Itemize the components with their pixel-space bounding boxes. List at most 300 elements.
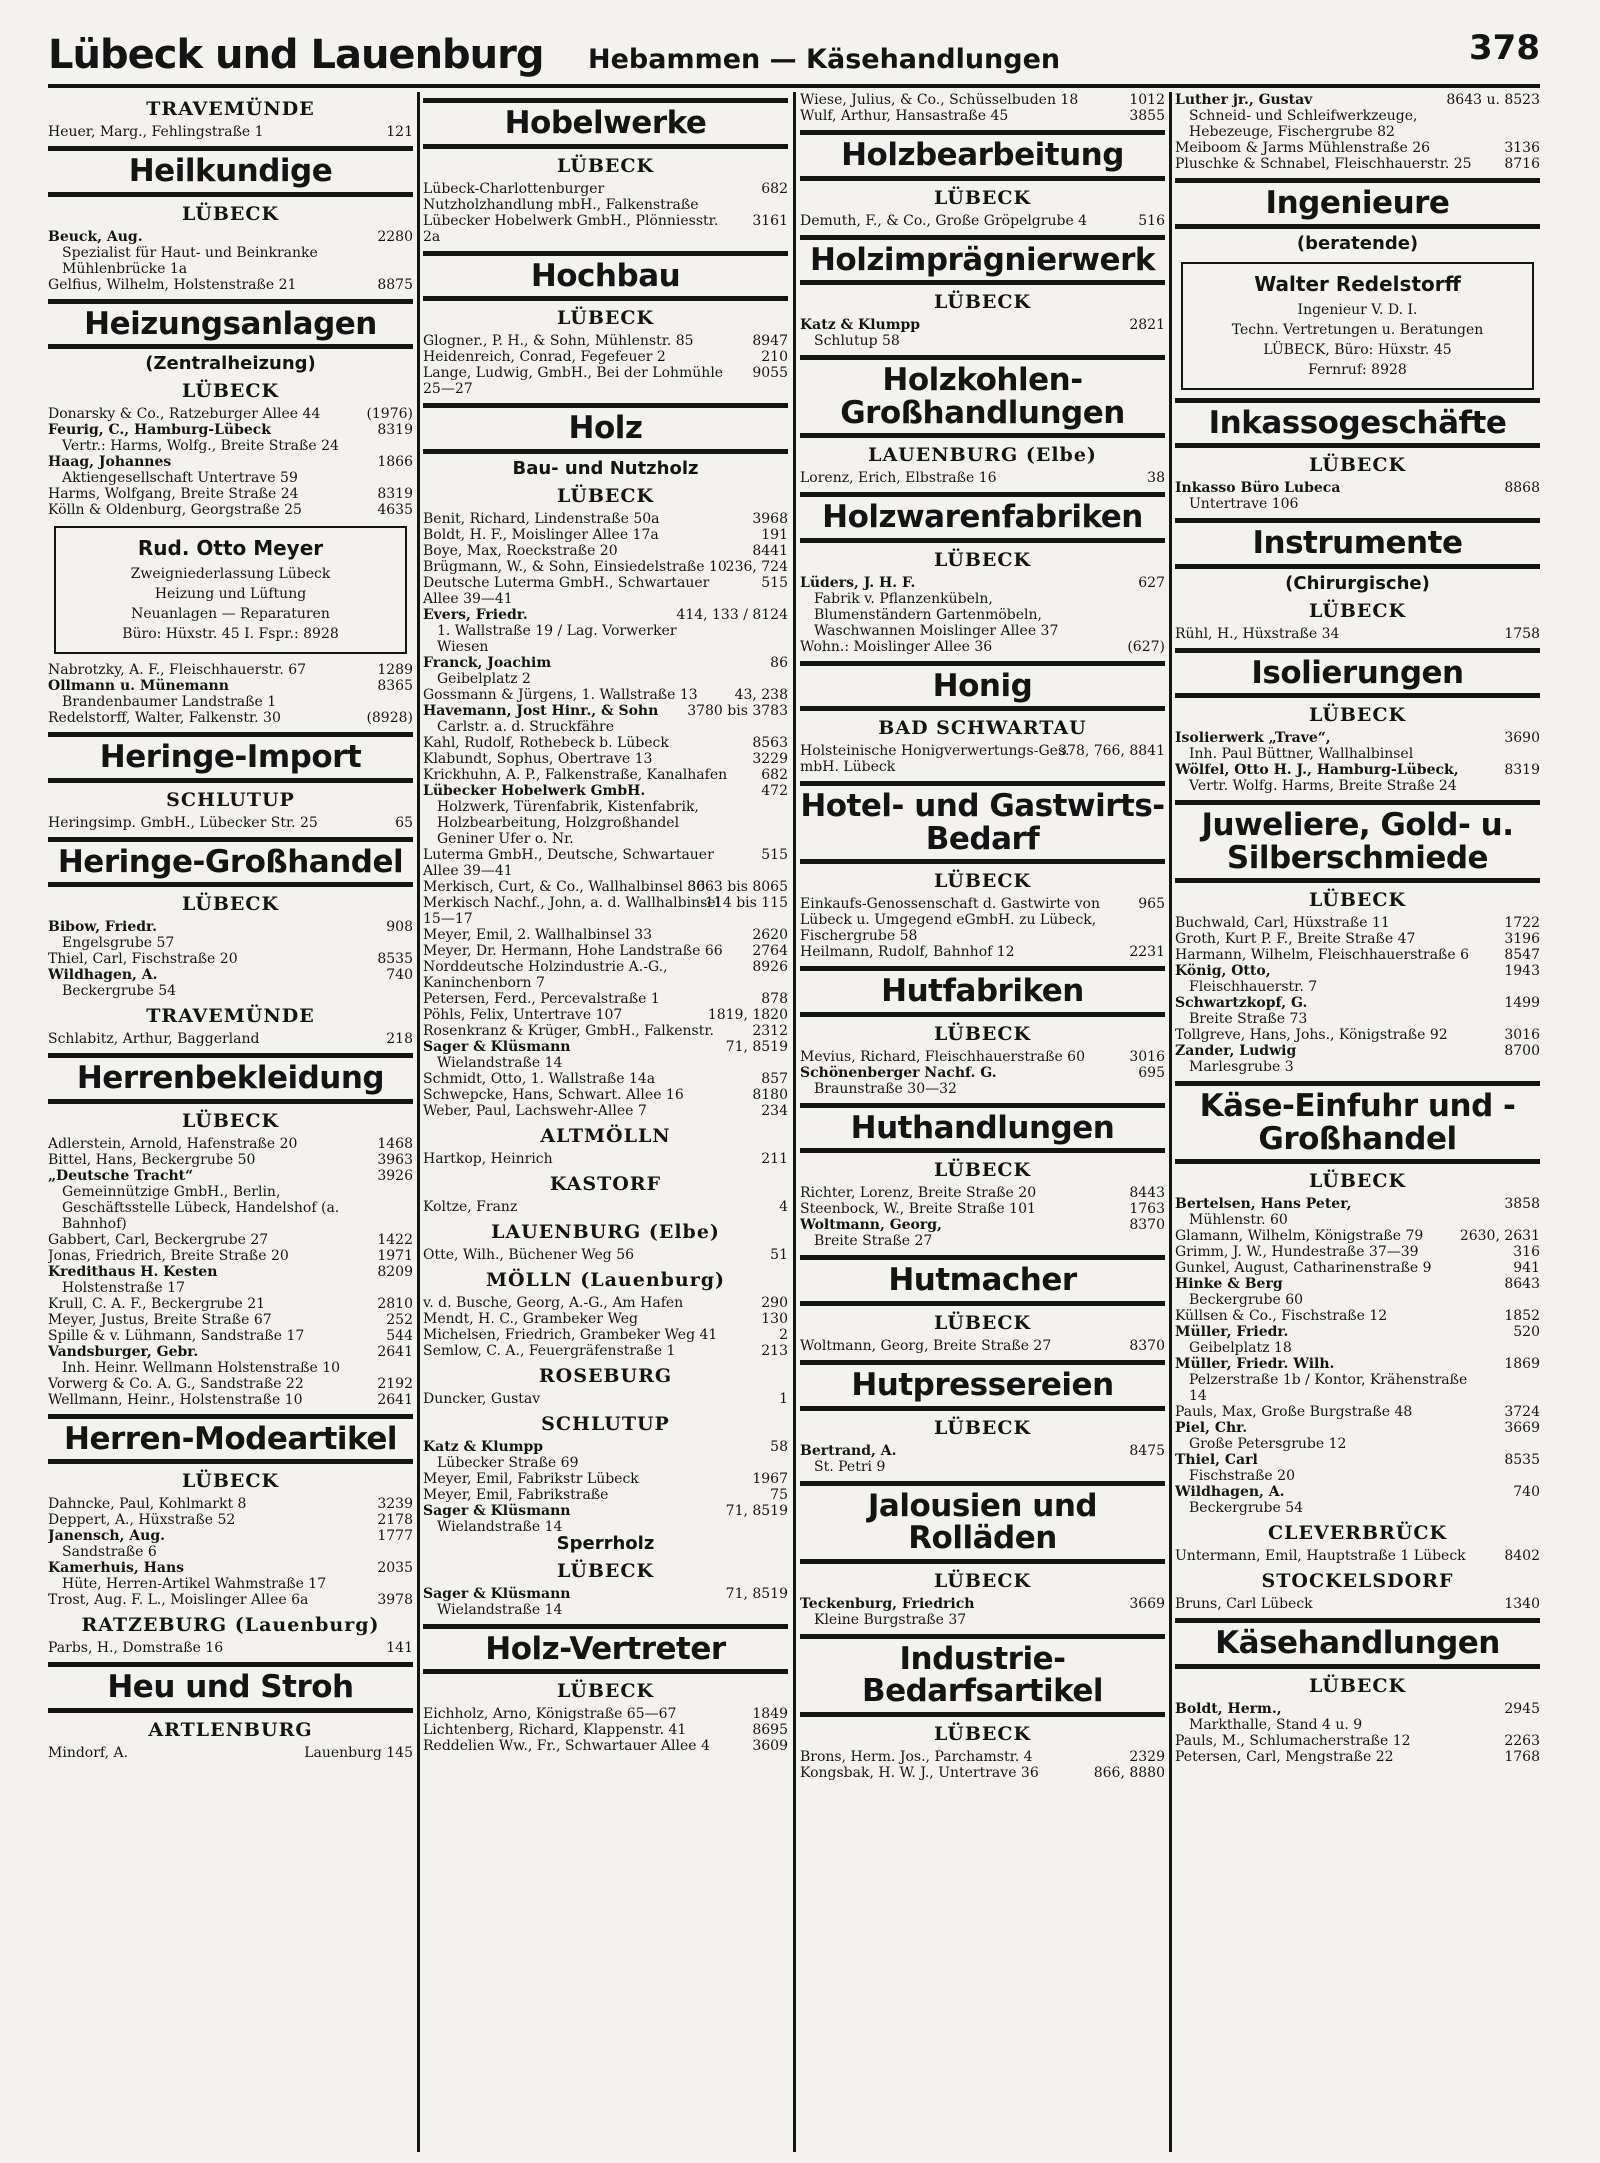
listing-entry [423,687,788,703]
category-heading: Inkassogeschäfte [1175,398,1540,449]
listing-text: Mindorf, A. [48,1744,129,1761]
phone-number: 191 [761,526,788,543]
listing-text: Lübecker Hobelwerk GmbH., Plönniesstr. 2a [423,212,719,245]
listing-entry [48,502,413,518]
listing-entry [423,333,788,349]
listing-text: Eichholz, Arno, Königstraße 65—67 [423,1706,677,1723]
listing-name: Havemann, Jost Hinr., & Sohn [423,702,659,719]
phone-number: 3136 [1504,140,1540,156]
category-heading: Juweliere, Gold- u. Silberschmiede [1175,800,1540,883]
listing-text: Nabrotzky, A. F., Fleischhauerstr. 67 [48,662,307,679]
listing-text: v. d. Busche, Georg, A.-G., Am Hafen [423,1294,684,1311]
listing-text: Deutsche Luterma GmbH., Schwartauer Allee 39—41 [423,574,710,607]
listing-entry [48,454,413,486]
phone-number: 75 [770,1486,788,1503]
listing-entry [48,1376,413,1392]
listing-address: Breite Straße 73 [1189,1011,1308,1028]
listing-text: Bruns, Carl Lübeck [1175,1596,1313,1613]
listing-name: Bertrand, A. [800,1442,897,1459]
phone-number: (1976) [366,406,413,423]
phone-number: 3724 [1504,1404,1540,1421]
phone-number: 8063 bis 8065 [687,878,788,895]
page-number: 378 [1469,28,1540,68]
listing-name: Wildhagen, A. [1175,1484,1285,1501]
listing-address: Braunstraße 30—32 [814,1080,957,1097]
location-heading: ALTMÖLLN [540,1124,671,1147]
listing-text: Merkisch Nachf., John, a. d. Wallhalbinsel 15—17 [423,894,721,927]
listing-entry [800,1443,1165,1475]
listing-text: Mevius, Richard, Fleischhauerstraße 60 [800,1048,1085,1065]
listing-address: Marlesgrube 3 [1189,1059,1294,1076]
location-heading: LÜBECK [1308,889,1407,912]
listing-text: Meyer, Justus, Breite Straße 67 [48,1311,272,1328]
phone-number: 3978 [377,1592,413,1609]
phone-number: 857 [761,1070,788,1087]
listing-entry [48,1640,413,1656]
listing-entry [423,1327,788,1343]
listing-text: Schlabitz, Arthur, Baggerland [48,1031,260,1048]
listing-text: Gelfius, Wilhelm, Holstenstraße 21 [48,276,297,293]
listing-address: Holstenstraße 17 [62,1279,185,1296]
listing-entry [48,229,413,277]
listing-address: Geibelplatz 2 [437,670,531,687]
listing-name: Thiel, Carl [1175,1452,1258,1469]
phone-number: 8695 [752,1722,788,1739]
listing-entry [800,575,1165,639]
location-heading: LÜBECK [933,1159,1032,1182]
listing-entry [1175,730,1540,762]
listing-entry [48,486,413,502]
listing-entry [1175,1228,1540,1244]
listing-text: Thiel, Carl, Fischstraße 20 [48,951,238,968]
phone-number: 8535 [1504,1452,1540,1469]
listing-entry [48,1168,413,1232]
phone-number: 316 [1513,1244,1540,1261]
listing-text: Woltmann, Georg, Breite Straße 27 [800,1338,1052,1355]
listing-text: Groth, Kurt P. F., Breite Straße 47 [1175,931,1416,948]
location-heading: LÜBECK [933,870,1032,893]
phone-number: 8547 [1504,947,1540,964]
phone-number: (8928) [366,710,413,727]
phone-number: 8180 [752,1086,788,1103]
listing-entry [48,277,413,293]
listing-entry [48,919,413,951]
listing-name: Sager & Klüsmann [423,1585,571,1602]
phone-number: 941 [1513,1260,1540,1277]
listing-entry [48,1344,413,1376]
listing-name: Wölfel, Otto H. J., Hamburg-Lübeck, [1175,762,1459,779]
listing-entry [800,317,1165,349]
ad-title: Rud. Otto Meyer [137,536,324,561]
advertisement-box [54,526,407,654]
listing-entry [1175,1356,1540,1404]
listing-address: Mühlenstr. 60 [1189,1212,1288,1229]
listing-entry [423,1487,788,1503]
category-heading: Holz-Vertreter [423,1624,788,1675]
listing-entry [800,1338,1165,1354]
category-heading: Instrumente [1175,518,1540,569]
listing-entry [423,349,788,365]
listing-text: Boye, Max, Roeckstraße 20 [423,542,618,559]
phone-number: 908 [386,919,413,936]
phone-number: 740 [1513,1484,1540,1501]
listing-name: Sager & Klüsmann [423,1038,571,1055]
location-heading: LÜBECK [181,1470,280,1493]
phone-number: 121 [386,124,413,140]
phone-number: 2329 [1129,1748,1165,1765]
listing-entry [48,406,413,422]
listing-entry [423,991,788,1007]
listing-text: Deppert, A., Hüxstraße 52 [48,1512,236,1529]
location-heading: RATZEBURG (Lauenburg) [81,1614,380,1637]
category-heading: Hochbau [423,251,788,302]
phone-number: 8319 [377,486,413,503]
listing-name: Müller, Friedr. [1175,1324,1289,1341]
listing-entry [1175,931,1540,947]
listing-text: Glamann, Wilhelm, Königstraße 79 [1175,1228,1424,1245]
phone-number: 1768 [1504,1748,1540,1765]
category-heading: Isolierungen [1175,648,1540,699]
listing-text: Kahl, Rudolf, Rothebeck b. Lübeck [423,734,669,751]
listing-entry [423,879,788,895]
phone-number: 1289 [377,662,413,679]
listing-text: Schmidt, Otto, 1. Wallstraße 14a [423,1070,656,1087]
listing-entry [800,896,1165,944]
listing-entry [1175,995,1540,1027]
listing-entry [800,92,1165,108]
category-heading: Holz [423,403,788,454]
listing-entry [423,847,788,879]
listing-entry [423,365,788,397]
listing-text: Brons, Herm. Jos., Parchamstr. 4 [800,1748,1033,1765]
phone-number: 58 [770,1438,788,1455]
listing-name: Haag, Johannes [48,454,172,471]
ad-line: Ingenieur V. D. I. [1297,301,1418,318]
listing-name: Schönenberger Nachf. G. [800,1064,997,1081]
phone-number: 1819, 1820 [707,1006,788,1023]
listing-text: Dahncke, Paul, Kohlmarkt 8 [48,1496,247,1513]
phone-number: 8209 [377,1263,413,1280]
phone-number: 218 [386,1031,413,1048]
category-heading: Ingenieure [1175,178,1540,229]
listing-entry [423,559,788,575]
listing-address: Fleischhauerstr. 7 [1189,979,1318,996]
phone-number: 695 [1138,1064,1165,1081]
listing-address: Vertr.: Harms, Wolfg., Breite Straße 24 [62,438,339,455]
listing-address: Fabrik v. Pflanzenkübeln, Blumenständern Gartenmöbeln, Waschwannen Moislinger Allee 37 [814,590,1059,639]
phone-number: 1967 [752,1470,788,1487]
listing-entry [1175,1276,1540,1308]
listing-entry [48,1136,413,1152]
listing-entry [423,527,788,543]
location-heading: LÜBECK [556,1559,655,1582]
category-heading: Holzkohlen-Großhandlungen [800,355,1165,438]
listing-text: Lorenz, Erich, Elbstraße 16 [800,470,997,487]
listing-name: Zander, Ludwig [1175,1043,1297,1060]
listing-address: Carlstr. a. d. Struckfähre [437,718,614,735]
listing-text: Wohn.: Moislinger Allee 36 [800,638,993,655]
category-subheading: Sperrholz [556,1532,655,1554]
location-heading: STOCKELSDORF [1261,1570,1454,1593]
phone-number: 130 [761,1310,788,1327]
phone-number: 2821 [1129,317,1165,334]
category-heading: Industrie-Bedarfsartikel [800,1634,1165,1717]
phone-number: 2280 [377,228,413,245]
listing-entry [1175,1196,1540,1228]
location-heading: LÜBECK [933,1722,1032,1745]
listing-text: Vorwerg & Co. A. G., Sandstraße 22 [48,1375,304,1392]
listing-text: Boldt, H. F., Moislinger Allee 17a [423,526,659,543]
listing-name: Katz & Klumpp [423,1438,544,1455]
phone-number: 234 [761,1102,788,1119]
location-heading: LÜBECK [181,1109,280,1132]
category-heading: Heringe-Import [48,732,413,783]
phone-number: 141 [386,1640,413,1657]
listing-address: Untertrave 106 [1189,496,1299,513]
listing-entry [1175,1548,1540,1564]
listing-entry [1175,1404,1540,1420]
listing-text: Heringsimp. GmbH., Lübecker Str. 25 [48,814,318,831]
listing-entry [423,703,788,735]
listing-entry [423,1586,788,1618]
phone-number: 8700 [1504,1043,1540,1060]
listing-entry [48,1152,413,1168]
listing-entry [48,1264,413,1296]
phone-number: 2312 [752,1022,788,1039]
phone-number: 3669 [1504,1420,1540,1437]
phone-number: 3161 [752,212,788,229]
listing-text: Meyer, Emil, Fabrikstraße [423,1486,609,1503]
phone-number: 8365 [377,678,413,695]
listing-entry [423,1023,788,1039]
listing-entry [1175,963,1540,995]
phone-number: 213 [761,1342,788,1359]
listing-address: Holzwerk, Türenfabrik, Kistenfabrik, Holzbearbeitung, Holzgroßhandel Geniner Ufer o. Nr. [437,798,699,847]
listing-text: Krickhuhn, A. P., Falkenstraße, Kanalhafen [423,766,728,783]
phone-number: 4 [779,1198,788,1215]
phone-number: 878 [761,990,788,1007]
listing-name: Janensch, Aug. [48,1528,165,1545]
location-heading: BAD SCHWARTAU [878,717,1087,740]
listing-text: Einkaufs-Genossenschaft d. Gastwirte von Lübeck u. Umgegend eGmbH. zu Lübeck, Fischergrube 58 [800,896,1100,945]
category-heading: Hutpressereien [800,1360,1165,1411]
phone-number: 8926 [752,958,788,975]
listing-text: Pöhls, Felix, Untertrave 107 [423,1006,623,1023]
location-heading: LÜBECK [1308,454,1407,477]
listing-text: Lichtenberg, Richard, Klappenstr. 41 [423,1722,687,1739]
phone-number: 3609 [752,1738,788,1755]
listing-text: Küllsen & Co., Fischstraße 12 [1175,1308,1388,1325]
phone-number: 8868 [1504,480,1540,497]
phone-number: 51 [770,1246,788,1263]
listing-entry [423,735,788,751]
listing-entry [48,662,413,678]
listing-address: Hüte, Herren-Artikel Wahmstraße 17 [62,1576,327,1593]
listing-address: Sandstraße 6 [62,1544,157,1561]
listing-entry [423,959,788,991]
listing-entry [423,1439,788,1471]
phone-number: 86 [770,654,788,671]
listing-address: Schneid- und Schleifwerkzeuge, Hebezeuge, Fischergrube 82 [1189,108,1418,140]
listing-text: Harms, Wolfgang, Breite Straße 24 [48,486,299,503]
listing-entry [48,1296,413,1312]
listing-address: Gemeinnützige GmbH., Berlin, Geschäftsstelle Lübeck, Handelshof (a. Bahnhof) [62,1183,340,1232]
phone-number: 1943 [1504,963,1540,980]
phone-number: 3968 [752,510,788,527]
phone-number: 2630, 2631 [1459,1228,1540,1245]
listing-name: Bibow, Friedr. [48,919,157,936]
phone-number: 43, 238 [734,686,788,703]
listing-text: Trost, Aug. F. L., Moislinger Allee 6a [48,1592,309,1609]
ad-line: Neuanlagen — Reparaturen [131,606,330,623]
listing-name: Kamerhuis, Hans [48,1560,185,1577]
listing-entry [48,951,413,967]
category-heading: Holzwarenfabriken [800,492,1165,543]
listing-entry [1175,1749,1540,1765]
listing-entry [800,1065,1165,1097]
phone-number: 71, 8519 [725,1038,788,1055]
listing-text: Holsteinische Honigverwertungs-Ges. mbH. Lübeck [800,743,1070,776]
listing-entry [1175,1324,1540,1356]
listing-text: Grimm, J. W., Hundestraße 37—39 [1175,1244,1419,1261]
phone-number: 1866 [377,454,413,471]
listing-entry [423,1311,788,1327]
listing-address: Inh. Heinr. Wellmann Holstenstraße 10 [62,1359,341,1376]
listing-text: Kölln & Oldenburg, Georgstraße 25 [48,502,302,519]
location-heading: LÜBECK [933,186,1032,209]
listing-entry [423,1722,788,1738]
category-heading: Holzimprägnierwerk [800,235,1165,286]
listing-text: Schwepcke, Hans, Schwart. Allee 16 [423,1086,684,1103]
listing-name: König, Otto, [1175,963,1271,980]
phone-number: 682 [761,766,788,783]
phone-number: 65 [395,814,413,831]
listing-entry [423,1039,788,1071]
location-heading: LÜBECK [933,1022,1032,1045]
phone-number: 3196 [1504,931,1540,948]
phone-number: 71, 8519 [725,1502,788,1519]
listing-text: Brügmann, W., & Sohn, Einsiedelstraße 10 [423,558,727,575]
phone-number: 3780 bis 3783 [687,702,788,719]
listing-entry [423,575,788,607]
phone-number: 8716 [1504,156,1540,172]
listing-text: Meyer, Emil, 2. Wallhalbinsel 33 [423,926,653,943]
location-heading: LÜBECK [556,307,655,330]
category-heading: Heilkundige [48,146,413,197]
listing-text: Koltze, Franz [423,1198,518,1215]
phone-number: 211 [761,1150,788,1167]
listing-entry [48,422,413,454]
listing-name: Lübecker Hobelwerk GmbH. [423,782,646,799]
listing-text: Heilmann, Rudolf, Bahnhof 12 [800,944,1015,961]
listing-address: Kleine Burgstraße 37 [814,1611,967,1628]
listing-entry [1175,1484,1540,1516]
listing-entry [800,639,1165,655]
category-heading: Herren-Modeartikel [48,1414,413,1465]
listing-text: Pluschke & Schnabel, Fleischhauerstr. 25 [1175,156,1472,172]
phone-number: 740 [386,967,413,984]
listing-address: Aktiengesellschaft Untertrave 59 [62,470,298,487]
location-heading: LÜBECK [1308,1674,1407,1697]
location-heading: LÜBECK [933,1416,1032,1439]
listing-entry [423,1199,788,1215]
category-heading: Käsehandlungen [1175,1618,1540,1669]
listing-entry [800,1201,1165,1217]
phone-number: 114 bis 115 [705,894,788,911]
listing-entry [423,783,788,847]
phone-number: 866, 8880 [1093,1764,1165,1781]
listing-address: Beckergrube 54 [1189,1500,1304,1517]
column-2 [423,92,788,2152]
listing-name: Hinke & Berg [1175,1276,1283,1293]
listing-text: Norddeutsche Holzindustrie A.-G., Kaninchenborn 7 [423,958,668,991]
phone-number: 1777 [377,1528,413,1545]
listing-entry [48,1312,413,1328]
listing-address: Inh. Paul Büttner, Wallhalbinsel [1189,746,1414,763]
phone-number: 2 [779,1326,788,1343]
phone-number: 3926 [377,1167,413,1184]
listing-text: Wellmann, Heinr., Holstenstraße 10 [48,1391,303,1408]
listing-entry [423,213,788,245]
listing-entry [1175,156,1540,172]
phone-number: 1499 [1504,995,1540,1012]
listing-entry [1175,1260,1540,1276]
listing-name: Sager & Klüsmann [423,1502,571,1519]
listing-text: Heidenreich, Conrad, Fegefeuer 2 [423,349,666,366]
listing-entry [48,1248,413,1264]
listing-name: Luther jr., Gustav [1175,92,1313,108]
listing-text: Krull, C. A. F., Beckergrube 21 [48,1295,266,1312]
category-heading: Huthandlungen [800,1103,1165,1154]
listing-name: Inkasso Büro Lubeca [1175,480,1341,497]
listing-name: Piel, Chr. [1175,1420,1248,1437]
category-heading: Heizungsanlagen [48,299,413,350]
listing-text: Richter, Lorenz, Breite Straße 20 [800,1185,1037,1202]
listing-entry [48,1496,413,1512]
listing-text: Gossmann & Jürgens, 1. Wallstraße 13 [423,686,698,703]
listing-text: Wiese, Julius, & Co., Schüsselbuden 18 [800,92,1079,108]
listing-text: Tollgreve, Hans, Johs., Königstraße 92 [1175,1027,1448,1044]
listing-entry [423,895,788,927]
column-3 [800,92,1165,2152]
location-heading: LÜBECK [933,1569,1032,1592]
column-divider [417,92,420,2152]
listing-text: Petersen, Carl, Mengstraße 22 [1175,1748,1394,1765]
listing-entry [1175,140,1540,156]
phone-number: 627 [1138,574,1165,591]
listing-entry [423,607,788,655]
phone-number: 1422 [377,1231,413,1248]
listing-entry [423,943,788,959]
listing-entry [423,1151,788,1167]
listing-entry [1175,1043,1540,1075]
listing-name: Katz & Klumpp [800,317,921,334]
phone-number: 1852 [1504,1308,1540,1325]
listing-entry [48,1560,413,1592]
phone-number: 8443 [1129,1185,1165,1202]
phone-number: 682 [761,180,788,197]
listing-text: Duncker, Gustav [423,1390,541,1407]
page-header [48,24,1540,88]
listing-name: Evers, Friedr. [423,606,528,623]
listing-text: Petersen, Ferd., Percevalstraße 1 [423,990,660,1007]
phone-number: 3858 [1504,1196,1540,1213]
listing-entry [423,543,788,559]
listing-text: Meyer, Dr. Hermann, Hohe Landstraße 66 [423,942,723,959]
phone-number: 2641 [377,1391,413,1408]
listing-entry [48,1512,413,1528]
listing-entry [423,1706,788,1722]
